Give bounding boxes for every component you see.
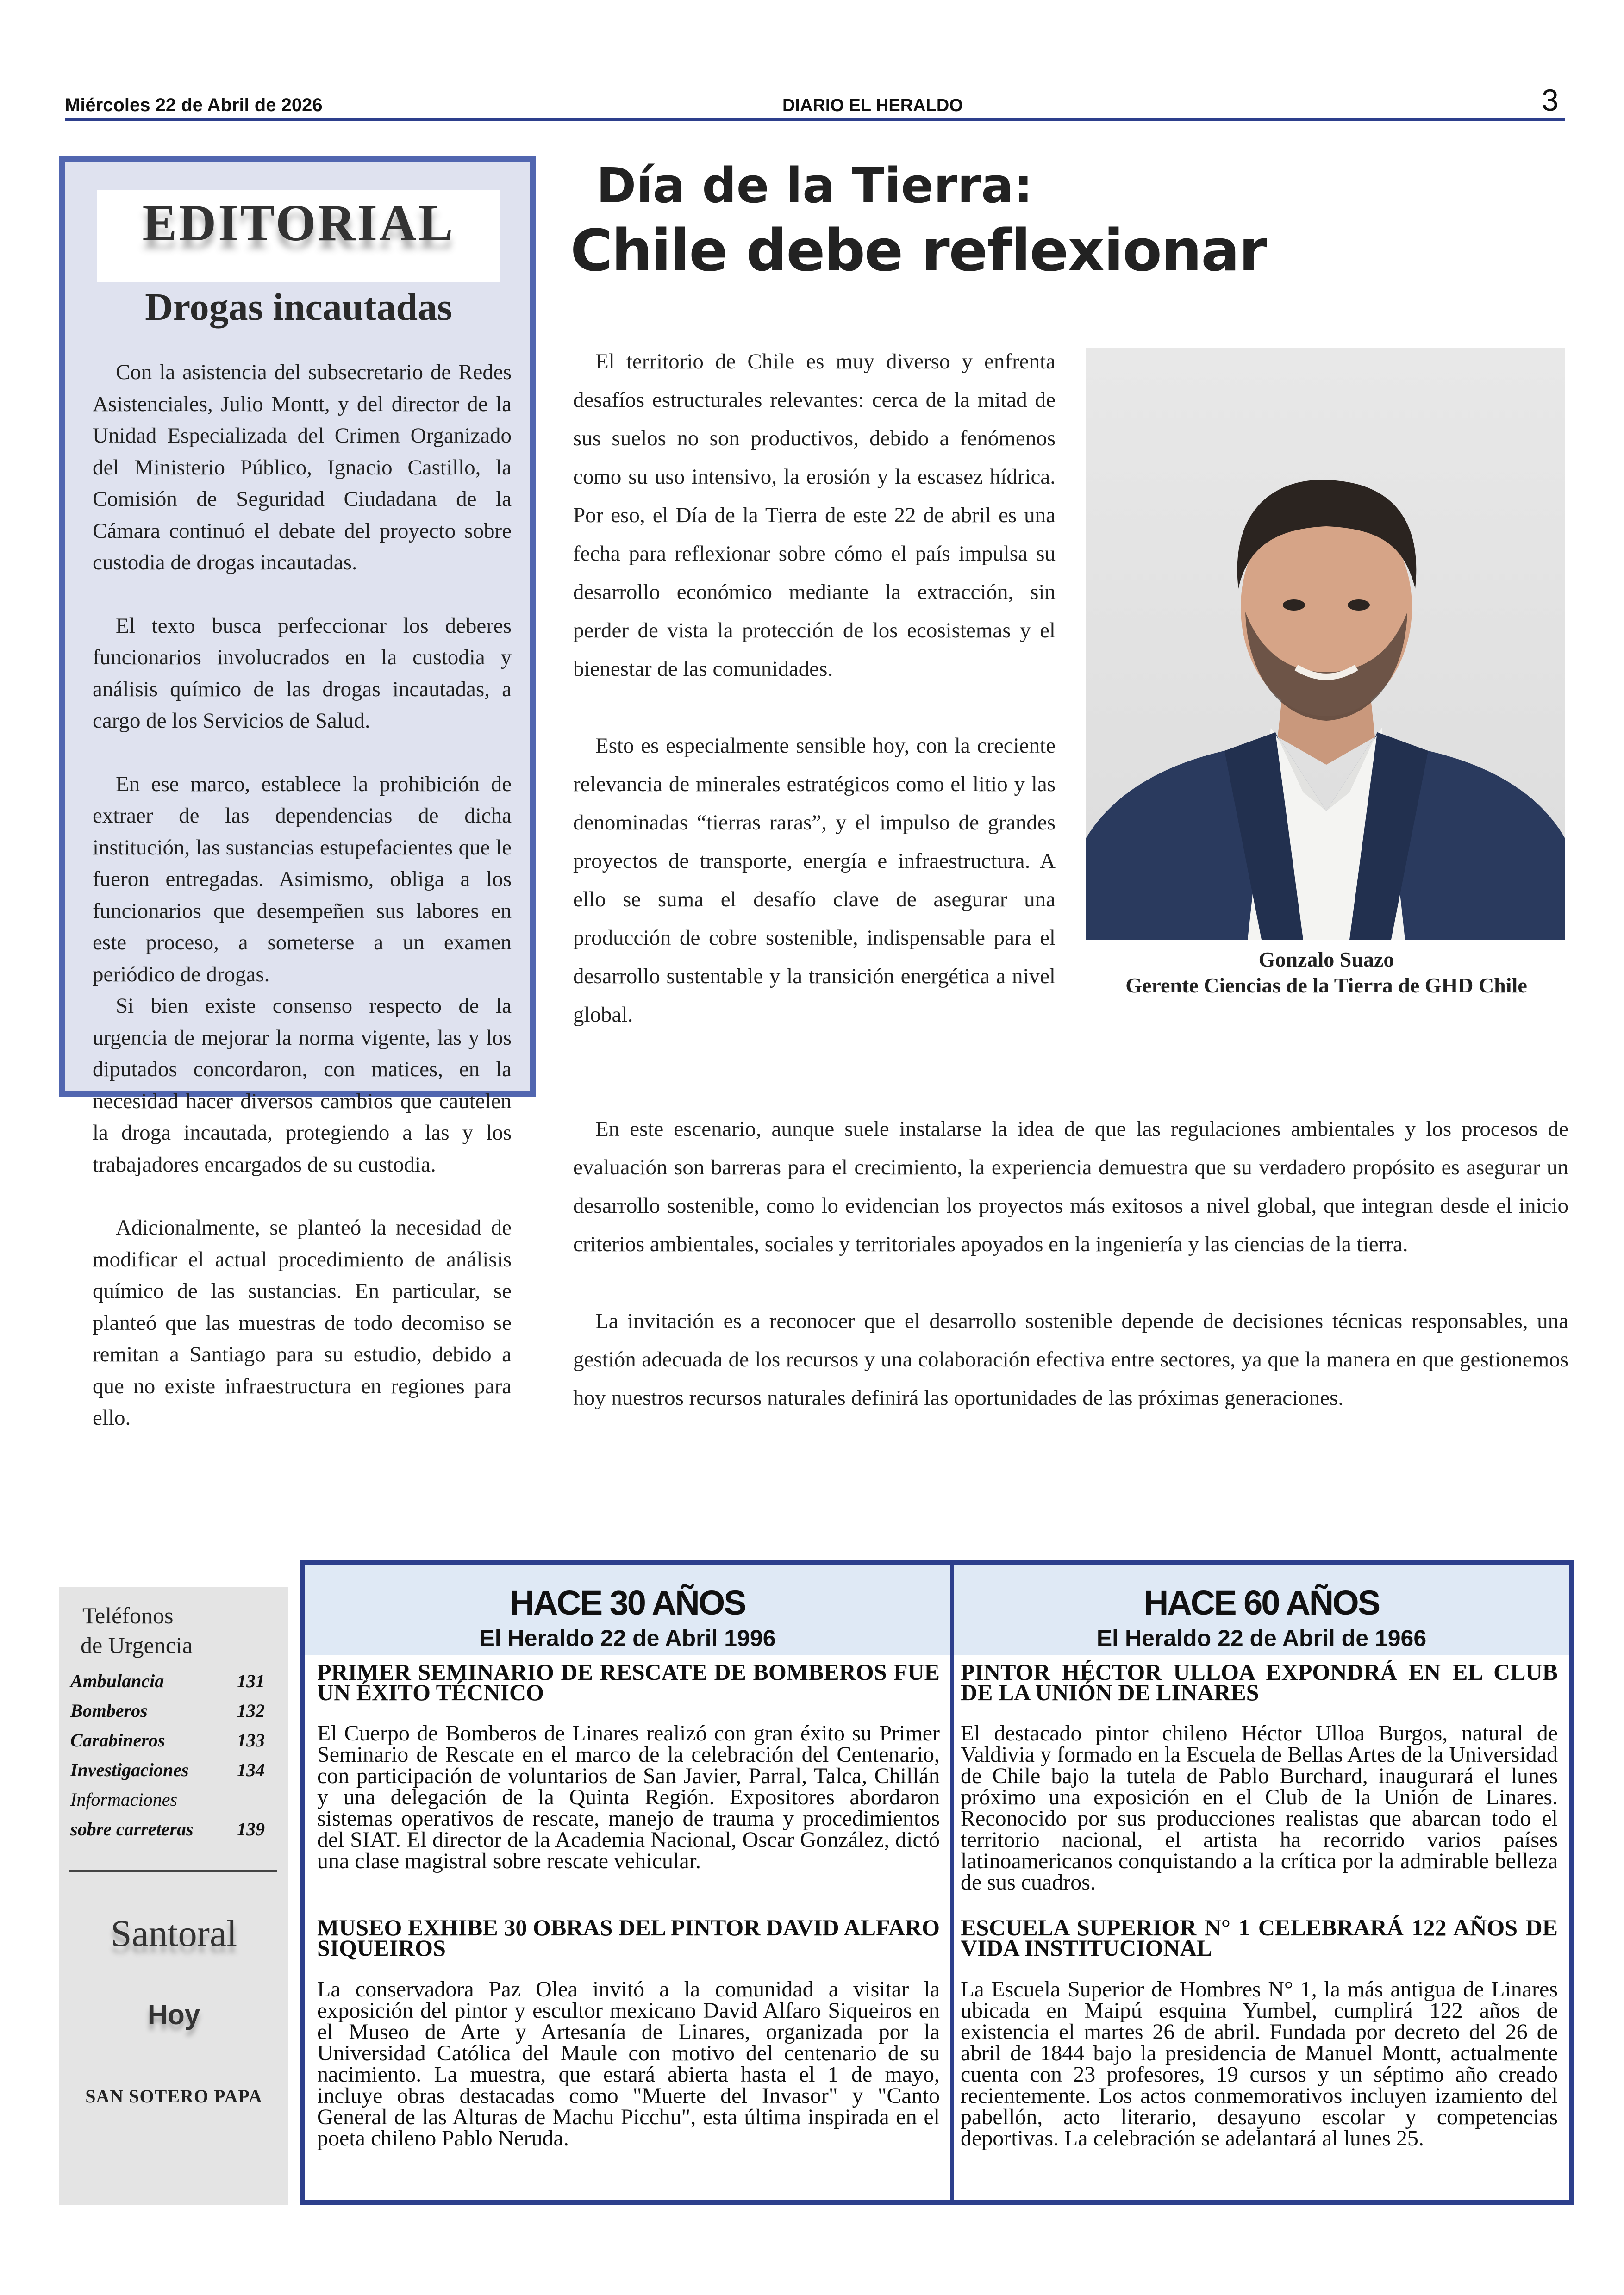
editorial-paragraph: Adicionalmente, se planteó la necesidad de modificar el actual procedimiento de análisis químico de las sustancias. En particular, se planteó que las muestras de todo decomiso se remitan a Santiago para su estudio, debido a que no existe infraestructura en regiones para ello.	[93, 1216, 512, 1430]
archive-30-heading: HACE 30 AÑOS	[510, 1584, 745, 1622]
article-kicker: Día de la Tierra:	[596, 157, 1033, 214]
editorial-body	[93, 356, 512, 1466]
page-number: 3	[1542, 83, 1559, 117]
archive-item-title: PINTOR HÉCTOR ULLOA EXPONDRÁ EN EL CLUB DE LA UNIÓN DE LINARES	[961, 1659, 1558, 1705]
archive-item-body: El destacado pintor chileno Héctor Ulloa Burgos, natural de Valdivia y formado en la Escuela de Bellas Artes de la Universidad de Chile bajo la tutela de Pablo Burchard, inaugurará el lunes próximo una exposición en el Club de la Unión de Linares. Reconocido por sus producciones realistas que abarcan todo el territorio nacional, el artista ha recorrido varios países latinoamericanos conquistando a la crítica por la admirable belleza de sus cuadros.	[961, 1721, 1558, 1895]
today-label: Hoy	[147, 1999, 200, 2030]
archive-30-subheading: El Heraldo 22 de Abril 1996	[479, 1625, 776, 1651]
editorial-label: EDITORIAL	[142, 194, 455, 252]
archive-item-title: MUSEO EXHIBE 30 OBRAS DEL PINTOR DAVID ALFARO SIQUEIROS	[317, 1915, 940, 1961]
photo-caption	[1060, 947, 1593, 998]
info-label: Informaciones	[70, 1789, 178, 1810]
archive-item-body: El Cuerpo de Bomberos de Linares realizó con gran éxito su Primer Seminario de Rescate en el marco de la celebración del Centenario, con participación de voluntarios de San Javier, Parral, Talca, Chillán y una delegación de la Quinta Región. Expositores abordaron sistemas operativos de rescate, manejo de trauma y procedimientos del SIAT. El director de la Academia Nacional, Oscar González, dictó una clase magistral sobre rescate vehicular.	[317, 1721, 940, 1873]
phone-row: Carabineros 133	[70, 1730, 265, 1751]
article-paragraph: En este escenario, aunque suele instalarse la idea de que las regulaciones ambientales y los procesos de evaluación son barreras para el crecimiento, la experiencia demuestra que su verdadero propósito es asegurar un desarrollo sostenible, como lo evidencian los proyectos más exitosos a nivel global, que integran desde el inicio criterios ambientales, sociales y territoriales apoyados en la ingeniería y las ciencias de la tierra.	[573, 1117, 1568, 1256]
header-rule	[65, 118, 1565, 121]
archive-item-body: La conservadora Paz Olea invitó a la comunidad a visitar la exposición del pintor y escultor mexicano David Alfaro Siqueiros en el Museo de Arte y Artesanía de Linares, organizada por la Universidad Católica del Maule con motivo del centenario de su nacimiento. La muestra, que estará abierta hasta el 1 de mayo, incluye obras destacadas como "Muerte del Invasor" y "Canto General de las Alturas de Machu Picchu", esta última inspirada en el poeta chileno Pablo Neruda.	[317, 1977, 940, 2151]
editorial-title: Drogas incautadas	[145, 286, 452, 329]
phone-row: Investigaciones 134	[70, 1759, 265, 1780]
editorial-paragraph: El texto busca perfeccionar los deberes funcionarios involucrados en la custodia y análisis químico de las drogas incautadas, a cargo de los Servicios de Salud.	[93, 613, 512, 733]
article-column-body	[573, 343, 1056, 1073]
editorial-paragraph: En ese marco, establece la prohibición de extraer de las dependencias de dicha institución, las sustancias estupefacientes que le fueron entregadas. Asimismo, obliga a los funcionarios que desempeñen sus labores en este proceso, a someterse a un examen periódico de drogas.	[93, 772, 512, 986]
author-portrait-icon	[1086, 348, 1565, 940]
archive-item-title: ESCUELA SUPERIOR N° 1 CELEBRARÁ 122 AÑOS DE VIDA INSTITUCIONAL	[961, 1915, 1558, 1961]
archive-item-body: La Escuela Superior de Hombres N° 1, la más antigua de Linares ubicada en Maipú esquina Yumbel, cumplirá 122 años de existencia el martes 26 de abril. Fundada por decreto del 26 de abril de 1844 bajo la presidencia de Manuel Montt, actualmente cuenta con 23 profesores, 19 cursos y un séptimo año creado recientemente. Los actos conmemorativos incluyen izamiento del pabellón, acto literario, desayuno escolar y competencias deportivas. La celebración se adelantará al lunes 25.	[961, 1977, 1558, 2151]
article-paragraph: Esto es especialmente sensible hoy, con la creciente relevancia de minerales estratégicos como el litio y las denominadas “tierras raras”, y el impulso de grandes proyectos de transporte, energía e infraestructura. A ello se suma el desafío clave de asegurar una producción de cobre sostenible, indispensable para el desarrollo sustentable y la transición energética a nivel global.	[573, 734, 1056, 1027]
author-photo	[1086, 348, 1565, 940]
author-role: Gerente Ciencias de la Tierra de GHD Chile	[1125, 973, 1527, 997]
author-name: Gonzalo Suazo	[1258, 948, 1394, 971]
sidebar-divider	[69, 1870, 277, 1872]
archive-divider	[950, 1565, 954, 2200]
saint-name: SAN SOTERO PAPA	[85, 2086, 262, 2107]
article-wide-body	[573, 1110, 1568, 1456]
archive-60-heading: HACE 60 AÑOS	[1143, 1584, 1380, 1622]
editorial-paragraph: Con la asistencia del subsecretario de Redes Asistenciales, Julio Montt, y del director de la Unidad Especializada del Crimen Organizado del Ministerio Público, Ignacio Castillo, la Comisión de Seguridad Ciudadana de la Cámara continuó el debate del proyecto sobre custodia de drogas incautadas.	[93, 360, 512, 574]
phone-row: Bomberos 132	[70, 1700, 265, 1721]
issue-date: Miércoles 22 de Abril de 2026	[65, 95, 323, 115]
article-title: Chile debe reflexionar	[570, 218, 1267, 284]
article-paragraph: La invitación es a reconocer que el desarrollo sostenible depende de decisiones técnicas responsables, una gestión adecuada de los recursos y una colaboración efectiva entre sectores, ya que la manera en que gestionemos hoy nuestros recursos naturales definirá las oportunidades de las próximas generaciones.	[573, 1309, 1568, 1410]
phone-row: sobre carreteras 139	[70, 1819, 265, 1840]
article-paragraph: El territorio de Chile es muy diverso y enfrenta desafíos estructurales relevantes: cerca de la mitad de sus suelos no son productivos, debido a fenómenos como su uso intensivo, la erosión y la escasez hídrica. Por eso, el Día de la Tierra de este 22 de abril es una fecha para reflexionar sobre cómo el país impulsa su desarrollo económico mediante la extracción, sin perder de vista la protección de los ecosistemas y el bienestar de las comunidades.	[573, 349, 1056, 681]
phone-row: Ambulancia 131	[70, 1671, 265, 1691]
santoral-title: Santoral	[110, 1912, 237, 1954]
editorial-paragraph: Si bien existe consenso respecto de la urgencia de mejorar la norma vigente, las y los diputados concordaron, con matices, en la necesidad hacer diversos cambios que cautelen la droga incautada, protegiendo a las y los trabajadores encargados de su custodia.	[93, 994, 512, 1177]
phones-title: Teléfonos de Urgencia	[81, 1603, 193, 1658]
archive-item-title: PRIMER SEMINARIO DE RESCATE DE BOMBEROS FUE UN ÉXITO TÉCNICO	[317, 1659, 940, 1705]
newspaper-name: DIARIO EL HERALDO	[782, 96, 963, 115]
archive-60-subheading: El Heraldo 22 de Abril de 1966	[1096, 1625, 1427, 1651]
